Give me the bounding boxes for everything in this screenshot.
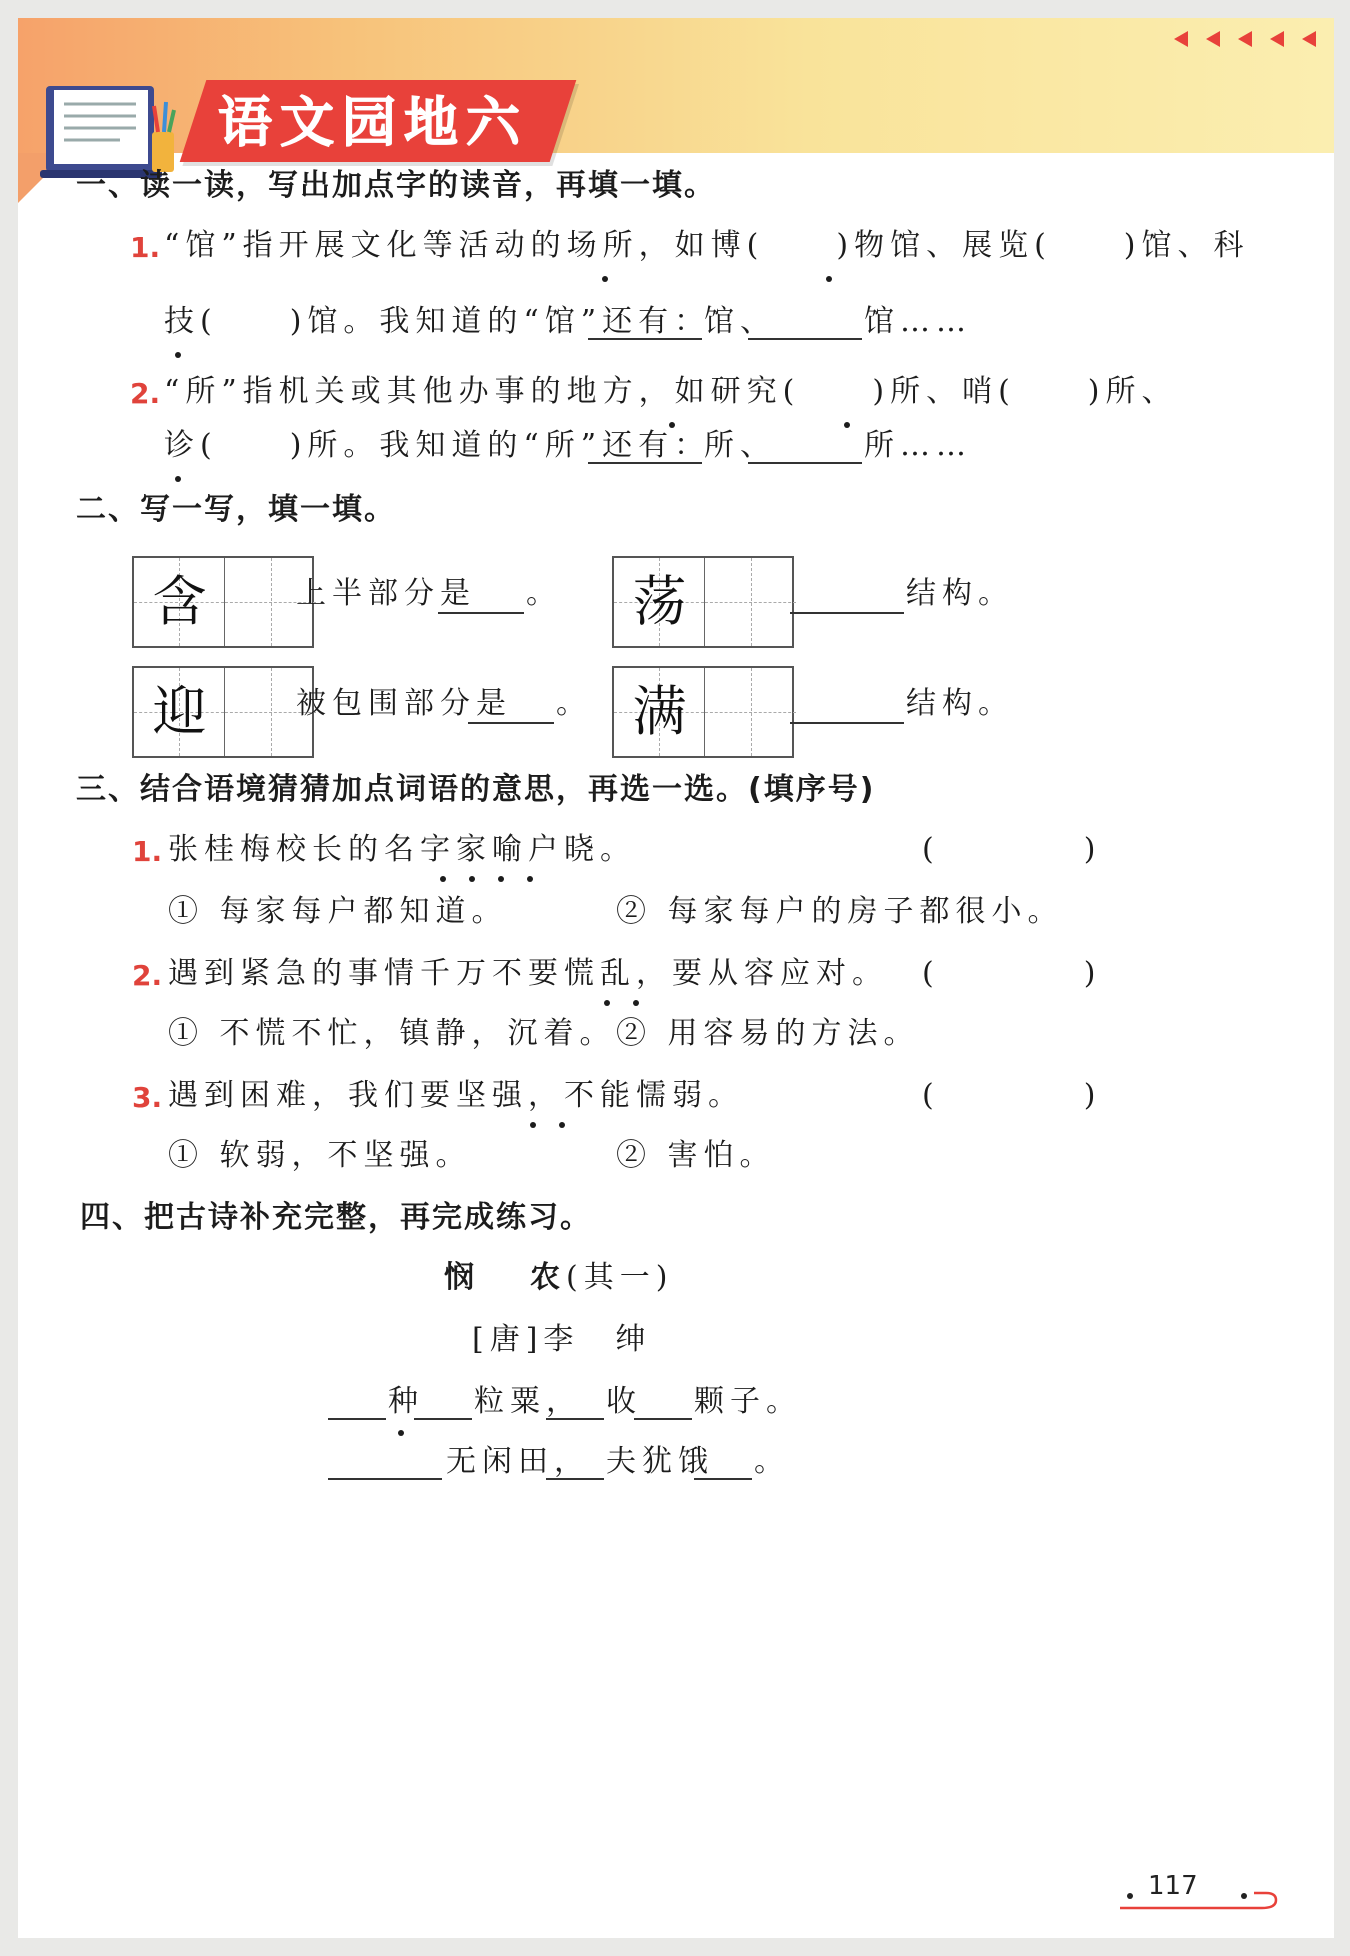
answer-blank[interactable] [328,1478,442,1480]
writing-grid-box[interactable] [132,666,314,758]
option-1: ① 软弱，不坚强。 [168,1138,472,1173]
s1-q1-line2: 技( )馆。我知道的“馆”还有： [164,304,711,339]
answer-blank[interactable] [748,462,862,464]
emphasis-dot [440,876,446,882]
s2-item-text: 被包围部分是 [296,686,512,721]
grid-character: 迎 [152,680,207,743]
s2-item-text: 上半部分是 [296,576,476,611]
answer-blank[interactable] [414,1418,472,1420]
answer-blank[interactable] [634,1418,692,1420]
grid-character: 荡 [632,570,687,633]
answer-blank[interactable] [546,1478,604,1480]
emphasis-dot [633,1000,639,1006]
emphasis-dot [398,1430,404,1436]
poem-text: 粒粟， [474,1384,582,1419]
emphasis-dot [469,876,475,882]
grid-character: 含 [152,570,207,633]
answer-blank[interactable] [328,1418,386,1420]
emphasis-dot [844,422,850,428]
poem-text: 夫犹饿 [606,1444,714,1479]
option-1: ① 不慌不忙，镇静，沉着。 [168,1016,616,1051]
option-2: ② 害怕。 [616,1138,776,1173]
emphasis-dot [498,876,504,882]
poem-text: 种 [388,1384,424,1419]
poem-title: 农 [530,1260,562,1295]
section-3-heading: 三、结合语境猜猜加点词语的意思，再选一选。(填序号) [76,772,876,807]
s3-question-text: 遇到困难，我们要坚强，不能懦弱。 [168,1078,744,1113]
answer-blank[interactable] [790,612,904,614]
poem-text: 。 [754,1444,790,1479]
s1-q1-line1: “馆”指开展文化等活动的场所，如博( )物馆、展览( )馆、科 [164,228,1250,263]
workbook-page [18,18,1334,1938]
arrow-decoration-icon [1164,26,1334,52]
poem-title: 悯 [444,1260,476,1295]
s2-item-end: 结构。 [906,576,1014,611]
s3-question-text: 遇到紧急的事情千万不要慌乱，要从容应对。 [168,956,888,991]
s1-q2-line2: 诊( )所。我知道的“所”还有： [164,428,711,463]
s1-q2-suffix1: 所、 [704,428,776,463]
answer-blank[interactable] [588,462,702,464]
poem-author: [唐]李 绅 [472,1322,652,1357]
writing-grid-box[interactable] [612,666,794,758]
emphasis-dot [175,476,181,482]
answer-blank[interactable] [694,1478,752,1480]
section-1-heading: 一、读一读，写出加点字的读音，再填一填。 [76,168,716,203]
answer-parentheses[interactable]: ( ) [922,956,1126,991]
question-number: 1. [130,231,161,264]
poem-text: 颗子。 [694,1384,802,1419]
answer-blank[interactable] [546,1418,604,1420]
option-2: ② 每家每户的房子都很小。 [616,894,1064,929]
poem-text: 收 [606,1384,642,1419]
emphasis-dot [826,276,832,282]
answer-blank[interactable] [438,612,524,614]
emphasis-dot [559,1122,565,1128]
option-2: ② 用容易的方法。 [616,1016,920,1051]
question-number: 2. [132,959,163,992]
option-1: ① 每家每户都知道。 [168,894,508,929]
s1-q1-suffix1: 馆、 [704,304,776,339]
writing-grid-box[interactable] [132,556,314,648]
page-number-decoration-icon [1120,1880,1280,1910]
poem-text: 无闲田， [446,1444,590,1479]
s2-item-end: 结构。 [906,686,1014,721]
question-number: 3. [132,1081,163,1114]
answer-blank[interactable] [790,722,904,724]
section-4-heading: 四、把古诗补充完整，再完成练习。 [80,1200,592,1235]
grid-character: 满 [632,680,687,743]
answer-blank[interactable] [588,338,702,340]
section-2-heading: 二、写一写，填一填。 [76,492,396,527]
emphasis-dot [604,1000,610,1006]
emphasis-dot [530,1122,536,1128]
question-number: 2. [130,377,161,410]
answer-parentheses[interactable]: ( ) [922,832,1126,867]
answer-parentheses[interactable]: ( ) [922,1078,1126,1113]
s1-q2-suffix2: 所…… [864,428,972,463]
s1-q2-line1: “所”指机关或其他办事的地方，如研究( )所、哨( )所、 [164,374,1178,409]
emphasis-dot [527,876,533,882]
writing-grid-box[interactable] [612,556,794,648]
page-title: 语文园地六 [218,91,528,154]
s2-item-end: 。 [556,686,592,721]
s2-item-end: 。 [526,576,562,611]
s1-q1-suffix2: 馆…… [864,304,972,339]
answer-blank[interactable] [748,338,862,340]
emphasis-dot [602,276,608,282]
page-number: 117 [1148,1871,1198,1901]
answer-blank[interactable] [468,722,554,724]
poem-title-suffix: (其一) [566,1260,674,1295]
question-number: 1. [132,835,163,868]
emphasis-dot [175,352,181,358]
s3-question-text: 张桂梅校长的名字家喻户晓。 [168,832,636,867]
